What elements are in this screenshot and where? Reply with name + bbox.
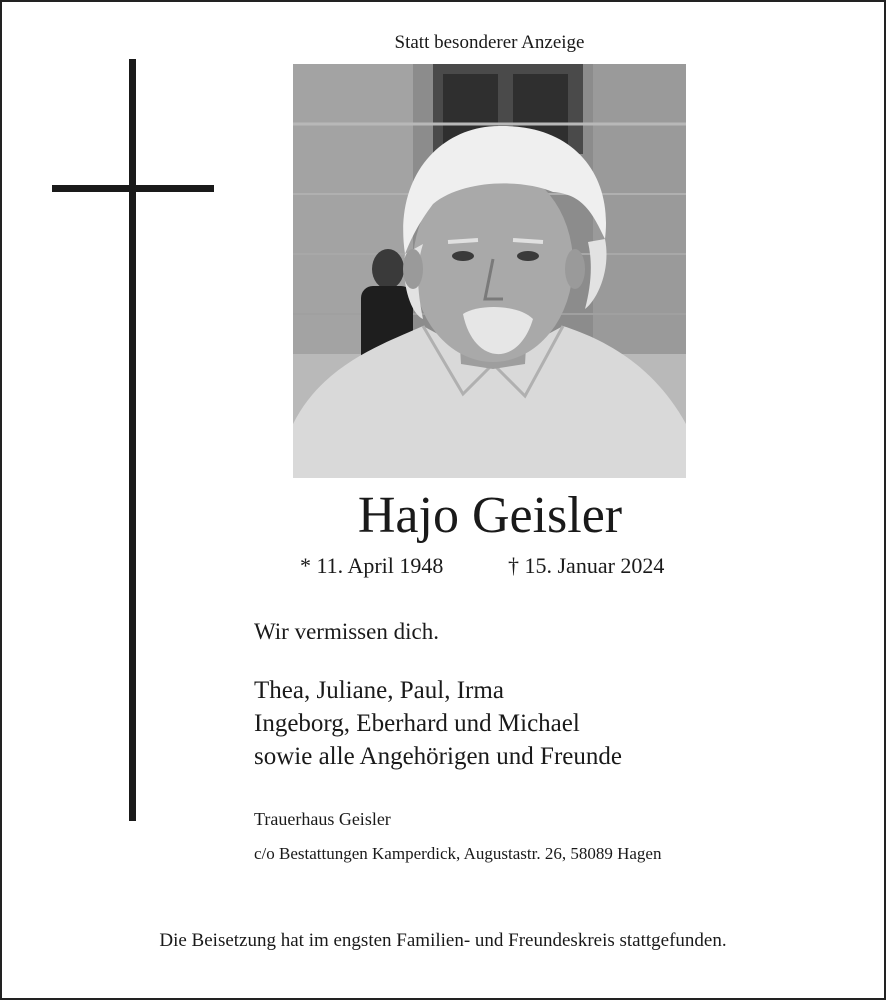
burial-note: Die Beisetzung hat im engsten Familien- und Freundeskreis stattgefunden.	[159, 930, 727, 951]
deceased-name: Hajo Geisler	[357, 487, 623, 544]
death-date: † 15. Januar 2024	[508, 553, 665, 578]
portrait-illustration	[293, 64, 686, 478]
mourning-house: Trauerhaus Geisler	[254, 809, 391, 829]
mourners-line: sowie alle Angehörigen und Freunde	[254, 743, 622, 770]
mourners-line: Thea, Juliane, Paul, Irma	[254, 677, 504, 704]
portrait-photo	[293, 64, 686, 478]
contact-address: c/o Bestattungen Kamperdick, Augustastr. 26, 58089 Hagen	[254, 844, 662, 863]
mourners-line: Ingeborg, Eberhard und Michael	[254, 710, 580, 737]
cross-vertical-bar	[129, 59, 136, 821]
mourners-list	[254, 674, 622, 773]
farewell-message: Wir vermissen dich.	[254, 619, 439, 644]
birth-date: * 11. April 1948	[300, 553, 444, 578]
cross-horizontal-bar	[52, 185, 214, 192]
notice-header: Statt besonderer Anzeige	[394, 32, 585, 53]
